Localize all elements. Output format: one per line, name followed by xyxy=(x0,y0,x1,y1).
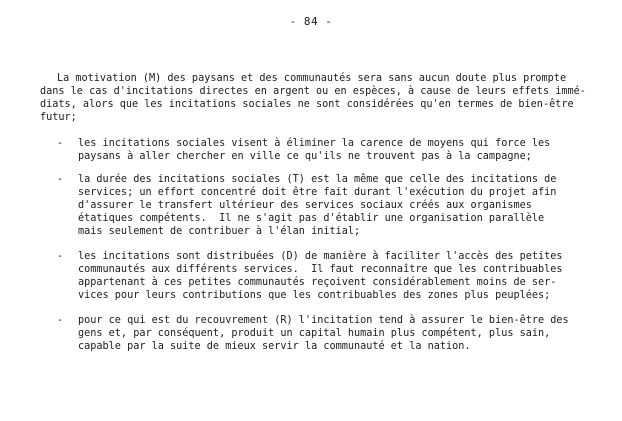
bullet-line: appartenant à ces petites communautés reçoivent considérablement moins de ser- xyxy=(78,277,557,288)
bullet-line: paysans à aller chercher en ville ce qu'ils ne trouvent pas à la campagne; xyxy=(78,151,532,162)
intro-line: diats, alors que les incitations sociales ne sont considérées qu'en termes de bien-être xyxy=(40,99,574,110)
bullet-line: étatiques compétents. Il ne s'agit pas d'établir une organisation parallèle xyxy=(78,213,545,224)
bullet-line: communautés aux différents services. Il faut reconnaître que les contribuables xyxy=(78,264,563,275)
bullet-line: les incitations sociales visent à éliminer la carence de moyens qui force les xyxy=(78,138,551,149)
bullet-line: gens et, par conséquent, produit un capital humain plus compétent, plus sain, xyxy=(78,328,551,339)
bullet-dash: - xyxy=(57,315,64,326)
intro-line: futur; xyxy=(40,112,77,123)
bullet-line: capable par la suite de mieux servir la communauté et la nation. xyxy=(78,341,471,352)
bullet-line: services; un effort concentré doit être fait durant l'exécution du projet afin xyxy=(78,187,557,198)
intro-line: dans le cas d'incitations directes en argent ou en espèces, à cause de leurs effets immé- xyxy=(40,86,586,97)
bullet-line: pour ce qui est du recouvrement (R) l'incitation tend à assurer le bien-être des xyxy=(78,315,569,326)
page-number: - 84 - xyxy=(289,15,333,28)
bullet-line: vices pour leurs contributions que les contribuables des zones plus peuplées; xyxy=(78,290,551,301)
bullet-dash: - xyxy=(57,174,64,185)
bullet-line: mais seulement de contribuer à l'élan initial; xyxy=(78,226,361,237)
bullet-dash: - xyxy=(57,138,64,149)
intro-line: La motivation (M) des paysans et des communautés sera sans aucun doute plus prompte xyxy=(57,73,567,84)
bullet-dash: - xyxy=(57,251,64,262)
bullet-line: la durée des incitations sociales (T) est la même que celle des incitations de xyxy=(78,174,557,185)
bullet-line: les incitations sont distribuées (D) de manière à faciliter l'accès des petites xyxy=(78,251,563,262)
bullet-line: d'assurer le transfert ultérieur des services sociaux créés aux organismes xyxy=(78,200,532,211)
